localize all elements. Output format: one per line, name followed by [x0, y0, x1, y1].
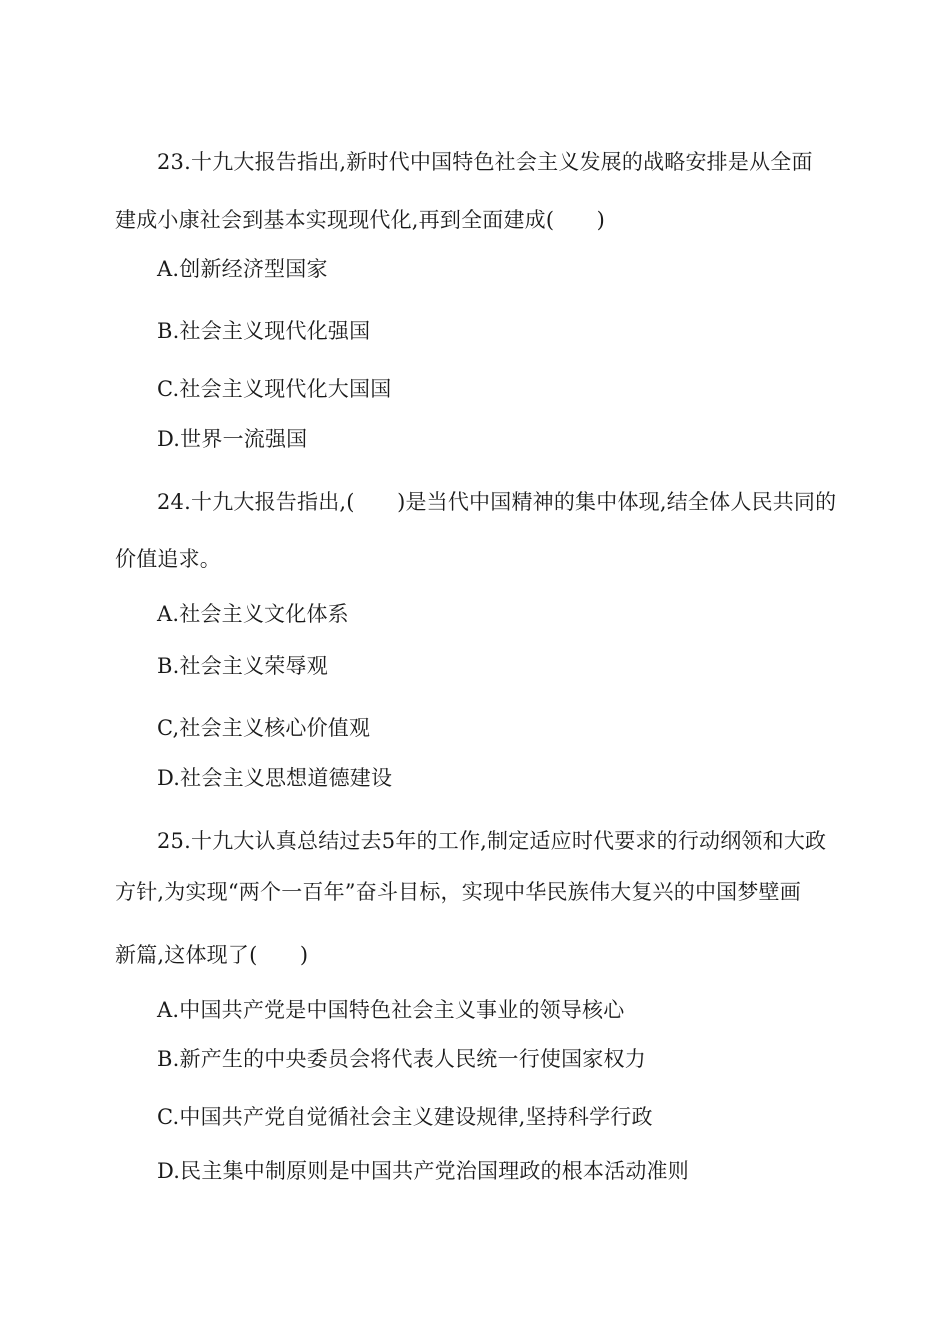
- option-a: A.中国共产党是中国特色社会主义事业的领导核心: [157, 998, 625, 1022]
- option-c: C.中国共产党自觉循社会主义建设规律,坚持科学行政: [157, 1105, 653, 1129]
- question-stem-line: 新篇,这体现了( ): [115, 943, 309, 967]
- question-stem-line: 价值追求。: [115, 547, 221, 571]
- option-c: C,社会主义核心价值观: [157, 716, 371, 740]
- question-stem-line: 方针,为实现“两个一百年”奋斗目标，实现中华民族伟大复兴的中国梦壁画: [115, 880, 801, 904]
- question-stem-line: 23.十九大报告指出,新时代中国特色社会主义发展的战略安排是从全面: [157, 150, 813, 174]
- question-stem-line: 25.十九大认真总结过去5年的工作,制定适应时代要求的行动纲领和大政: [157, 829, 827, 853]
- option-d: D.民主集中制原则是中国共产党治国理政的根本活动准则: [157, 1159, 689, 1183]
- option-d: D.社会主义思想道德建设: [157, 766, 393, 790]
- option-a: A.创新经济型国家: [157, 257, 328, 281]
- question-stem-line: 24.十九大报告指出,( )是当代中国精神的集中体现,结全体人民共同的: [157, 490, 837, 514]
- option-d: D.世界一流强国: [157, 427, 308, 451]
- question-stem-line: 建成小康社会到基本实现现代化,再到全面建成( ): [115, 208, 606, 232]
- option-b: B.社会主义荣辱观: [157, 654, 328, 678]
- option-b: B.新产生的中央委员会将代表人民统一行使国家权力: [157, 1047, 646, 1071]
- option-c: C.社会主义现代化大国国: [157, 377, 392, 401]
- option-a: A.社会主义文化体系: [157, 602, 349, 626]
- option-b: B.社会主义现代化强国: [157, 319, 371, 343]
